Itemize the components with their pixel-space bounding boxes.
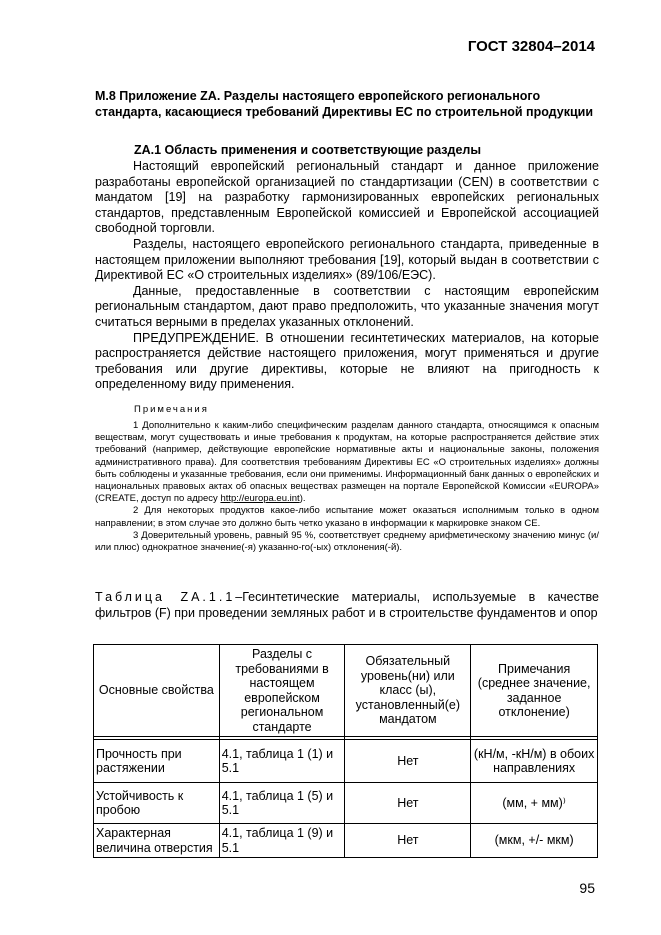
note-1-text: 1 Дополнительно к каким-либо специфическим разделам данного стандарта, относящимся к опасным веществам, могут существовать и иные требования к продуктам, на которые распространяется действие этих требований (например, действующие европейские нормативные акты и национальные законы, положения административного права). Для соответствия требованиям Директивы ЕС «О строительных изделиях» должны быть соблюдены и указанные требования, если они применимы. Информационный банк данных о европейских и национальных правовых актах об опасных веществах размещен на портале Европейской Комиссии «EUROPA» (CREATE, доступ по адресу [95, 420, 599, 505]
properties-table [93, 644, 598, 858]
cell-sections: 4.1, таблица 1 (9) и 5.1 [219, 824, 345, 858]
paragraph: ПРЕДУПРЕЖДЕНИЕ. В отношении гесинтетических материалов, на которые распространяется действие настоящего приложения, могут применяться и другие требования или другие директивы, которые не влияют на пригодность к определенному виду применения. [95, 330, 599, 392]
cell-level: Нет [345, 783, 471, 824]
table-caption [95, 590, 599, 621]
cell-notes: (мкм, +/- мкм) [471, 824, 598, 858]
table-caption-label: Таблица ZA.1.1 [95, 590, 236, 604]
notes-block [95, 420, 599, 554]
cell-sections: 4.1, таблица 1 (1) и 5.1 [219, 740, 345, 783]
note-1 [95, 420, 599, 505]
header-cell: Разделы с требованиями в настоящем европейском региональном стандарте [219, 645, 345, 737]
cell-level: Нет [345, 740, 471, 783]
table-header-row [94, 645, 598, 737]
cell-property: Характерная величина отверстия [94, 824, 220, 858]
cell-property: Прочность при растяжении [94, 740, 220, 783]
header-cell: Примечания (среднее значение, заданное отклонение) [471, 645, 598, 737]
cell-property: Устойчивость к пробою [94, 783, 220, 824]
page-number: 95 [579, 880, 595, 896]
table-caption-text: –Гесинтетические материалы, используемые в качестве фильтров (F) при проведении земляных работ и в строительстве фундаментов и опор [95, 590, 600, 620]
note-2: 2 Для некоторых продуктов какое-либо испытание может оказаться исполнимым только в одном направлении; в этом случае это должно быть четко указано в информации к маркировке знаком CE. [95, 505, 599, 529]
paragraph: Разделы, настоящего европейского регионального стандарта, приведенные в настоящем приложении выполняют требования [19], который выдан в соответствии с Директивой ЕС «О строительных изделиях» (89/106/ЕЭС). [95, 236, 599, 283]
cell-notes: (мм, + мм)⁾ [471, 783, 598, 824]
note-1-end: ). [299, 493, 306, 505]
notes-title: Примечания [134, 404, 209, 415]
document-id: ГОСТ 32804–2014 [467, 38, 595, 55]
table-row [94, 824, 598, 858]
header-cell: Основные свойства [94, 645, 220, 737]
table-row [94, 783, 598, 824]
cell-sections: 4.1, таблица 1 (5) и 5.1 [219, 783, 345, 824]
note-3: 3 Доверительный уровень, равный 95 %, соответствует среднему арифметическому значению минус (и/или плюс) однократное значение(-я) указанно-го(-ых) отклонения(-й). [95, 529, 599, 554]
table-row [94, 740, 598, 783]
cell-level: Нет [345, 824, 471, 858]
paragraph: Настоящий европейский региональный стандарт и данное приложение разработаны европейской организацией по стандартизации (CEN) в соответствии с мандатом [19] на разработку гармонизированных европейских региональных стандартов, представленным Европейской комиссией и Европейской ассоциацией свободной торговли. [95, 159, 599, 236]
cell-notes: (кН/м, -кН/м) в обоих направлениях [471, 740, 598, 783]
paragraph: Данные, предоставленные в соответствии с настоящим европейским региональным стандартом, дают право предположить, что указанные значения могут считаться верными в пределах указанных отклонений. [95, 283, 599, 329]
subsection-title: ZA.1 Область применения и соответствующие разделы [134, 143, 482, 157]
section-title: М.8 Приложение ZA. Разделы настоящего европейского регионального стандарта, касающиеся требований Директивы ЕС по строительной продукции [95, 89, 594, 119]
header-cell: Обязательный уровень(ни) или класс (ы), установленный(е) мандатом [345, 645, 471, 737]
europa-link[interactable]: http://europa.eu.int [220, 493, 300, 505]
body-text [95, 159, 599, 393]
